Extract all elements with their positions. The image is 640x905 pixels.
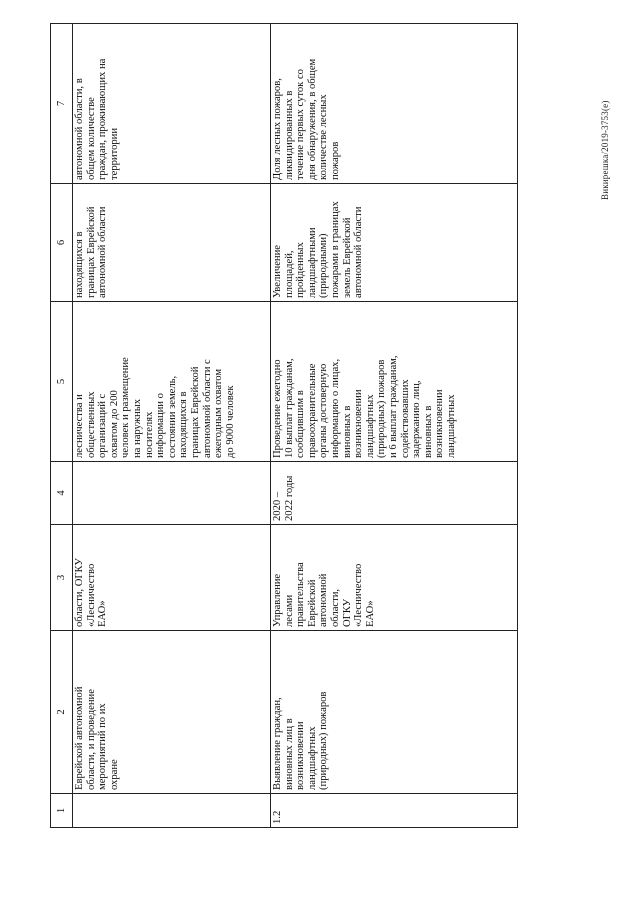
row1-number — [73, 794, 271, 828]
program-table — [50, 23, 518, 828]
header-col-2: 2 — [51, 631, 73, 794]
table-row — [271, 24, 518, 828]
watermark-text: Викирешка/2019-3753(е) — [600, 100, 610, 200]
row1-period — [73, 462, 271, 525]
row1-consequence: находящихся в границах Еврейской автономной области — [73, 184, 271, 302]
header-col-7: 7 — [51, 24, 73, 184]
header-row — [51, 24, 73, 828]
header-col-5: 5 — [51, 302, 73, 462]
row2-result: Проведение ежегодно 10 выплат гражданам, сообщившим в правоохранительные органы достоверную информацию о лицах, виновных в возникновении ландшафтных (природных) пожаров и 6 выплат гражданам, содействовавших задержанию лиц, виновных в возникновении ландшафтных — [271, 302, 518, 462]
row1-indicator: автономной области, в общем количестве граждан, проживающих на территории — [73, 24, 271, 184]
row2-consequence: Увеличение площадей, пройденных ландшафтными (природными) пожарами в границах земель Еврейской автономной области — [271, 184, 518, 302]
row2-period: 2020 – 2022 годы — [271, 462, 518, 525]
header-col-6: 6 — [51, 184, 73, 302]
table-row — [73, 24, 271, 828]
row2-executor: Управление лесами правительства Еврейской автономной области, ОГКУ «Лесничество ЕАО» — [271, 525, 518, 631]
header-col-4: 4 — [51, 462, 73, 525]
row2-indicator: Доля лесных пожаров, ликвидированных в течение первых суток со дня обнаружения, в общем количестве лесных пожаров — [271, 24, 518, 184]
row2-number: 1.2 — [271, 794, 518, 828]
row1-executor: области, ОГКУ «Лесничество ЕАО» — [73, 525, 271, 631]
row1-event: Еврейской автономной области, и проведение мероприятий по их охране — [73, 631, 271, 794]
header-col-1: 1 — [51, 794, 73, 828]
header-col-3: 3 — [51, 525, 73, 631]
row1-result: лесничества и общественных организаций с охватом до 200 человек и размещение на наружных носителях информации о состоянии земель, находящихся в границах Еврейской автономной области с ежегодным охватом до 9000 человек — [73, 302, 271, 462]
row2-event: Выявление граждан, виновных лиц в возникновении ландшафтных (природных) пожаров — [271, 631, 518, 794]
